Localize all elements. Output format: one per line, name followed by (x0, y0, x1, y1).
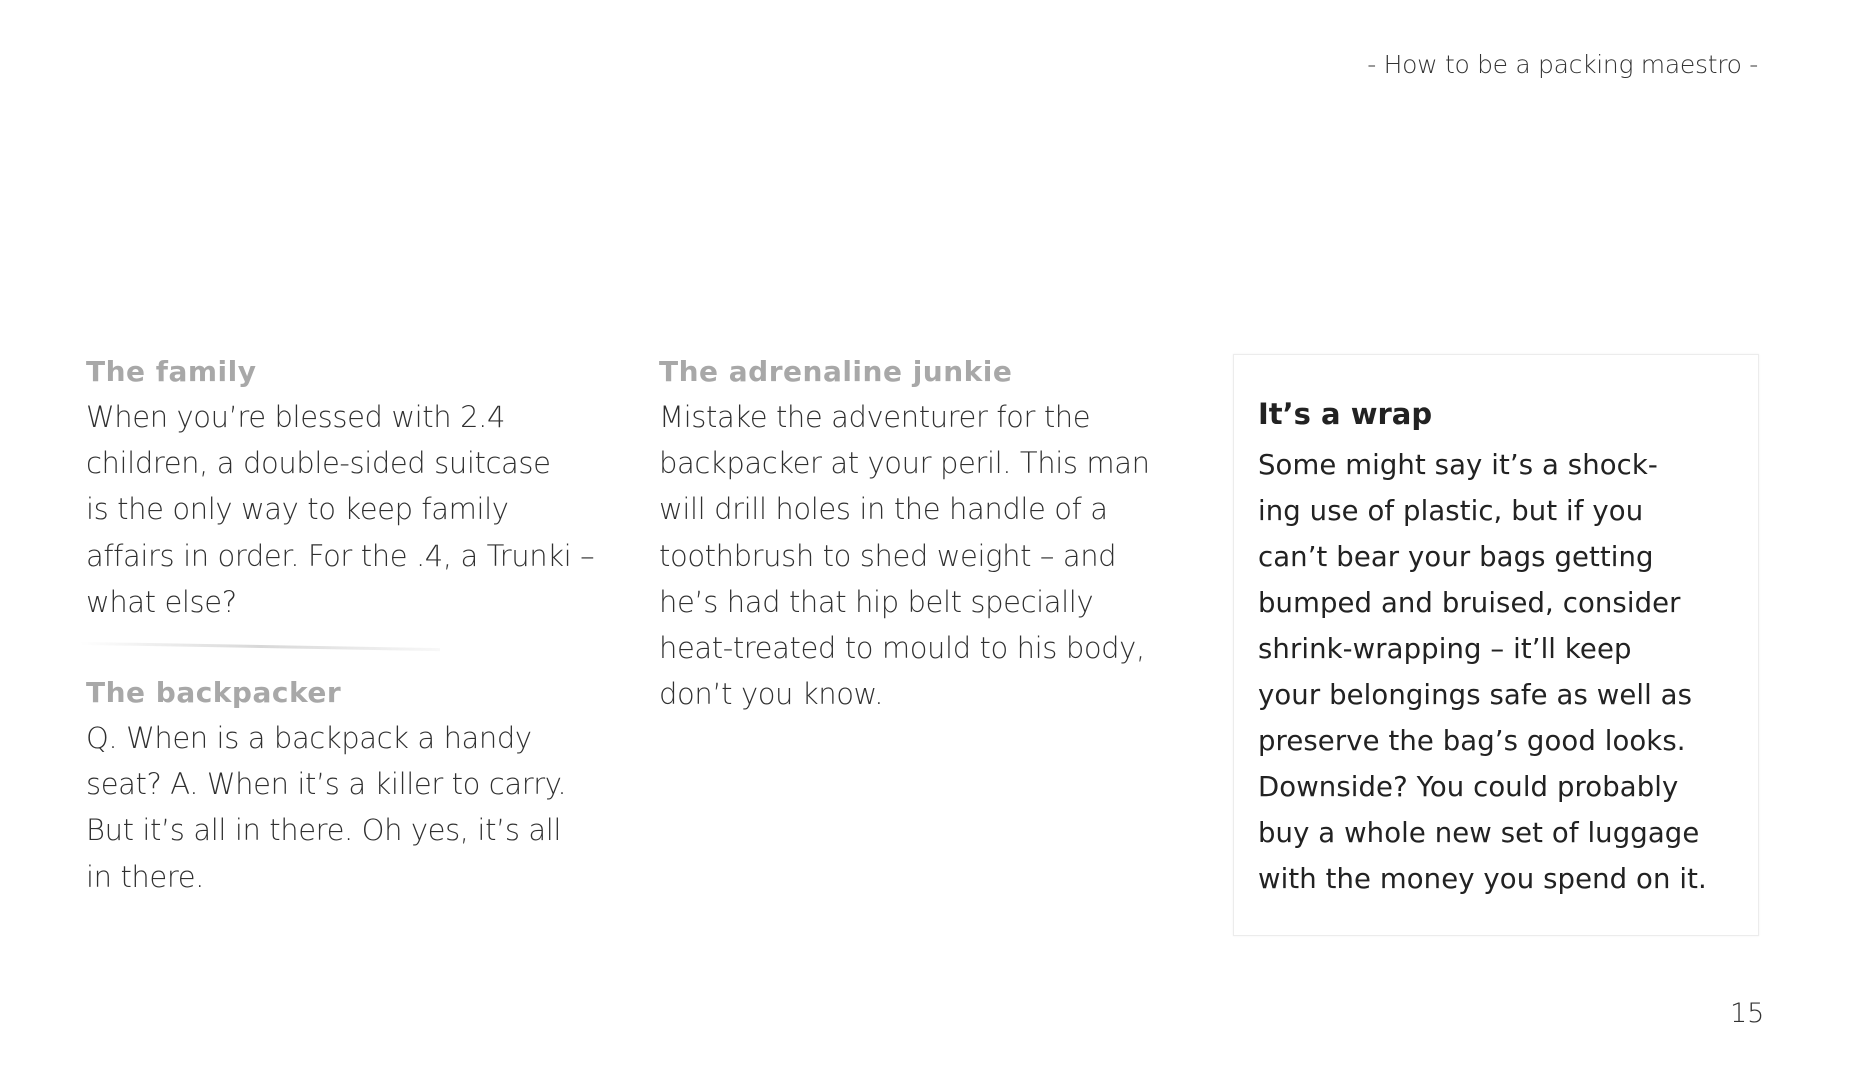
text-line: seat? A. When it’s a killer to carry. (86, 767, 567, 802)
page-number: 15 (1730, 998, 1765, 1029)
section-adrenaline-junkie (659, 350, 1199, 717)
text-line: will drill holes in the handle of a (659, 492, 1108, 527)
sidebar-box-its-a-wrap (1233, 354, 1759, 936)
text-line: children, a double-sided suitcase (86, 446, 551, 481)
text-line: in there. (86, 859, 204, 894)
text-line: can’t bear your bags getting (1258, 541, 1654, 573)
section-family (86, 350, 626, 625)
text-line: Mistake the adventurer for the (659, 400, 1091, 434)
text-line: Q. When is a backpack a handy (86, 721, 532, 755)
box-body (1258, 442, 1707, 902)
box-heading: It’s a wrap (1258, 397, 1433, 431)
text-line: Some might say it’s a shock- (1258, 449, 1658, 481)
text-line: is the only way to keep family (86, 492, 509, 527)
text-line: he’s had that hip belt specially (659, 584, 1094, 619)
text-line: don’t you know. (659, 677, 884, 712)
section-heading: The backpacker (86, 676, 342, 709)
section-heading: The family (86, 355, 257, 388)
text-line: buy a whole new set of luggage (1258, 817, 1700, 849)
text-line: your belongings safe as well as (1258, 679, 1693, 711)
text-line: with the money you spend on it. (1258, 863, 1707, 895)
text-line: heat-treated to mould to his body, (659, 631, 1145, 666)
text-line: bumped and bruised, consider (1258, 587, 1681, 619)
section-body (659, 394, 1199, 717)
text-line: what else? (86, 584, 237, 619)
text-line: ing use of plastic, but if you (1258, 495, 1644, 527)
text-line: But it’s all in there. Oh yes, it’s all (86, 813, 562, 848)
text-line: preserve the bag’s good looks. (1258, 725, 1686, 757)
section-backpacker (86, 671, 626, 900)
text-line: When you’re blessed with 2.4 (86, 400, 505, 434)
text-line: affairs in order. For the .4, a Trunki – (86, 538, 595, 573)
section-heading: The adrenaline junkie (659, 355, 1013, 388)
section-body (86, 394, 626, 625)
text-line: toothbrush to shed weight – and (659, 538, 1117, 573)
text-line: backpacker at your peril. This man (659, 446, 1150, 481)
running-header: - How to be a packing maestro - (1367, 50, 1758, 79)
text-line: Downside? You could probably (1258, 771, 1679, 803)
text-line: shrink-wrapping – it’ll keep (1258, 633, 1632, 665)
section-body (86, 715, 626, 900)
scan-smudge (80, 642, 440, 651)
